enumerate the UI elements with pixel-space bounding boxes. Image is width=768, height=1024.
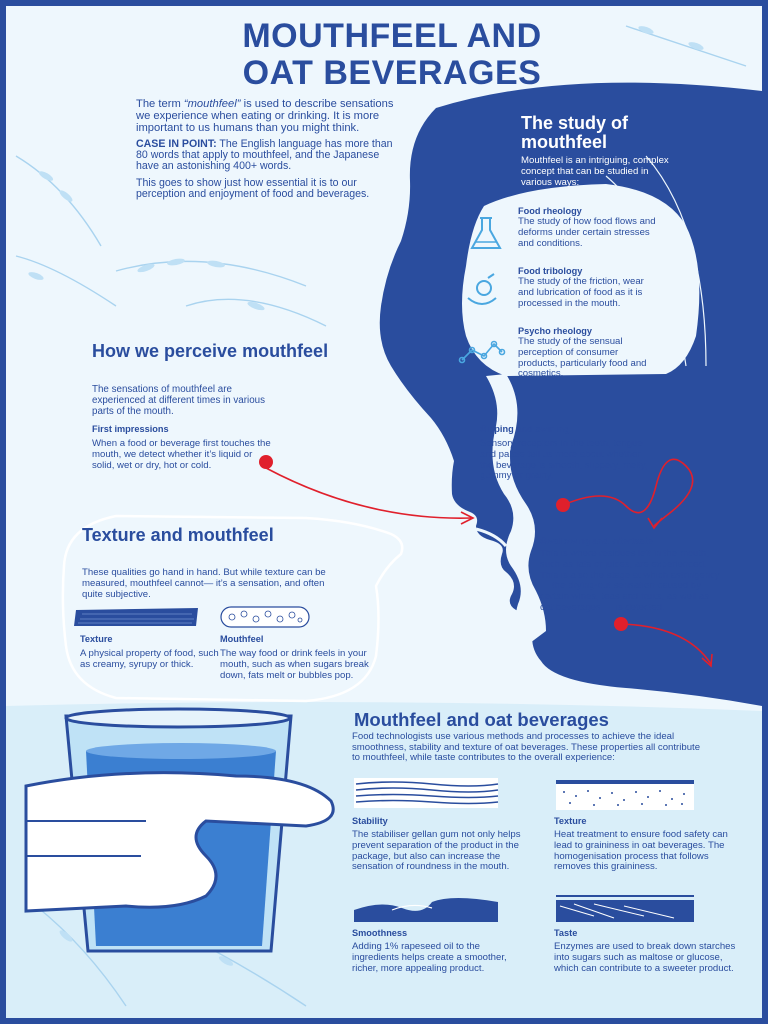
study-item-title: Psycho rheology [518,326,593,336]
smoothness-swatch [352,892,500,924]
mouthfeel-term: “mouthfeel” [183,98,241,110]
smoothness-title: Smoothness [352,928,408,938]
texture-item-title: Texture [80,634,113,644]
intro-lead: The term “mouthfeel” is used to describe sensations we experience when eating or drinking. It is more important to us humans than you might think. [136,98,394,134]
study-item-tribology [518,266,658,309]
study-item-rheology [518,206,658,249]
study-item-text: The study of the sensual perception of consumer products, particularly food and cosmetics. [518,336,647,380]
swallow-dot [614,617,628,631]
title-line-1: MOUTHFEEL AND [242,17,542,55]
study-item-title: Food tribology [518,266,583,276]
sipping-swirling [480,424,650,482]
page-title [132,18,652,92]
texture-oat-item [554,816,744,873]
first-title: First impressions [92,424,169,434]
stability-item [352,816,532,873]
stability-title: Stability [352,816,388,826]
tribology-icon [462,272,502,312]
taste-item [554,928,744,974]
study-item-text: The study of the friction, wear and lubrication of food as it is processed in the mouth. [518,276,644,309]
study-desc: Mouthfeel is an intriguing, complex concept that can be studied in various ways: [521,155,669,188]
study-item-title: Food rheology [518,206,582,216]
study-item-psycho [518,326,658,380]
texture-oat-title: Texture [554,816,587,826]
stability-swatch [352,776,500,810]
swallowing-text: This is where residues left in the mouth, such as fats or juices, are experienced. This is also the stage at which astringency — the drying-out sensation caused by certain wines, teas and fruits, as well as oat beverages — is detected. [540,548,720,613]
swallowing-title: Swallowing and aftertaste [540,536,653,546]
oat-desc: Food technologists use various methods and processes to achieve the ideal smoothness, stability and texture of oat beverages. These properties all contribute to mouthfeel, while taste contributes to the overall experience: [352,731,701,764]
intro-block [136,98,401,200]
taste-swatch [554,892,696,924]
texture-swatch [72,606,202,628]
stability-text: The stabiliser gellan gum not only helps prevent separation of the product in the package, but also can increase the sensation of roundness in the mouth. [352,829,521,873]
mouthfeel-swatch [220,606,310,628]
flask-icon [466,214,506,254]
study-item-text: The study of how food flows and deforms under certain stresses and conditions. [518,216,656,249]
first-impressions [92,424,272,471]
perceive-heading: How we perceive mouthfeel [92,341,329,361]
mouthfeel-item [220,634,370,681]
texture-heading: Texture and mouthfeel [82,525,274,545]
perceive-desc: The sensations of mouthfeel are experienced at different times in various parts of the mouth. [92,384,265,417]
texture-desc: These qualities go hand in hand. But while texture can be measured, mouthfeel cannot— it’s a sensation, and often quite subjective. [82,567,326,600]
mouthfeel-item-title: Mouthfeel [220,634,264,644]
texture-grain-swatch [554,778,696,812]
taste-text: Enzymes are used to break down starches into sugars such as maltose or glucose, which can contribute to a sweeter product. [554,941,736,974]
study-heading: The study of mouthfeel [521,113,628,152]
smoothness-text: Adding 1% rapeseed oil to the ingredients helps create a smoother, richer, more appealing product. [352,941,507,974]
infographic-page [6,6,762,1018]
title-line-2: OAT BEVERAGES [242,54,542,92]
texture-oat-text: Heat treatment to ensure food safety can lead to graininess in oat beverages. The homogenisation process that follows removes this graininess. [554,829,728,873]
texture-item-text: A physical property of food, such as creamy, syrupy or thick. [80,648,219,670]
case-in-point: CASE IN POINT: The English language has more than 80 words that apply to mouthfeel, and the Japanese have an astonishing 400+ words. [136,138,393,173]
sipping-text: Sensory receptors in the teeth, tongue and palate tell us more about whether the beverage is smooth, slippery, melty, gummy or grainy. [480,438,648,482]
first-text: When a food or beverage first touches the mouth, we detect whether it’s liquid or solid, wet or dry, hot or cold. [92,438,271,471]
smoothness-item [352,928,522,974]
swallowing-aftertaste [540,536,720,614]
texture-item [80,634,220,671]
taste-title: Taste [554,928,578,938]
intro-closing: This goes to show just how essential it is to our perception and enjoyment of food and beverages. [136,176,370,200]
sipping-dot [556,498,570,512]
mouthfeel-item-text: The way food or drink feels in your mouth, such as when sugars break down, fats melt or bubbles pop. [220,648,369,681]
oat-heading: Mouthfeel and oat beverages [354,709,609,730]
sipping-title: Sipping and swirling [480,424,570,434]
network-icon [458,338,506,368]
case-label: CASE IN POINT: [136,138,217,150]
